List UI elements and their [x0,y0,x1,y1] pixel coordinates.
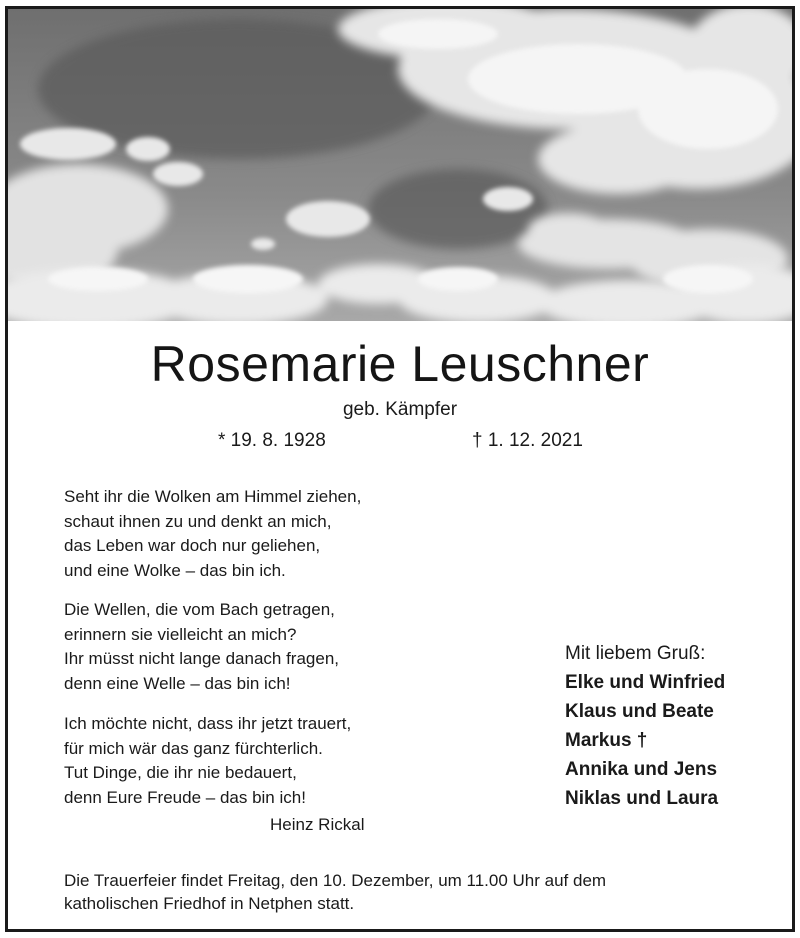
service-line: katholischen Friedhof in Netphen statt. [64,894,355,913]
mourner-name: Annika und Jens [565,759,718,780]
poem-line: Seht ihr die Wolken am Himmel ziehen, [64,487,362,506]
obituary-card [5,6,795,932]
birth-date: * 19. 8. 1928 [218,430,326,451]
poem-line: schaut ihnen zu und denkt an mich, [64,511,332,531]
poem-line: Tut Dinge, die ihr nie bedauert, [64,763,297,782]
poem-line: Die Wellen, die vom Bach getragen, [64,600,335,619]
poem-author: Heinz Rickal [270,815,365,834]
deceased-name: Rosemarie Leuschner [150,336,650,392]
poem-line: denn Eure Freude – das bin ich! [64,787,306,807]
poem-line: das Leben war doch nur geliehen, [64,536,321,555]
poem-line: und eine Wolke – das bin ich. [64,560,286,580]
death-date: † 1. 12. 2021 [472,430,583,451]
mourner-name: Elke und Winfried [565,672,726,693]
poem-stanza-2 [64,598,339,696]
funeral-service-notice [64,869,606,915]
poem-line: Ihr müsst nicht lange danach fragen, [64,649,339,668]
greeting-title: Mit liebem Gruß: [565,643,706,664]
poem-line: für mich wär das ganz fürchterlich. [64,738,323,758]
poem-stanza-3 [64,712,351,810]
greeting-block [565,639,725,813]
mourner-name: Niklas und Laura [565,788,719,809]
cloudy-sky-photo [8,9,792,321]
poem-line: Ich möchte nicht, dass ihr jetzt trauert, [64,714,352,733]
poem-line: denn eine Welle – das bin ich! [64,673,291,693]
poem-stanza-1 [64,485,361,583]
service-line: Die Trauerfeier findet Freitag, den 10. Dezember, um 11.00 Uhr auf dem [64,871,607,890]
mourner-name: Klaus und Beate [565,701,714,722]
maiden-name: geb. Kämpfer [342,399,458,420]
poem-line: erinnern sie vielleicht an mich? [64,624,297,644]
mourner-name: Markus † [565,730,648,751]
